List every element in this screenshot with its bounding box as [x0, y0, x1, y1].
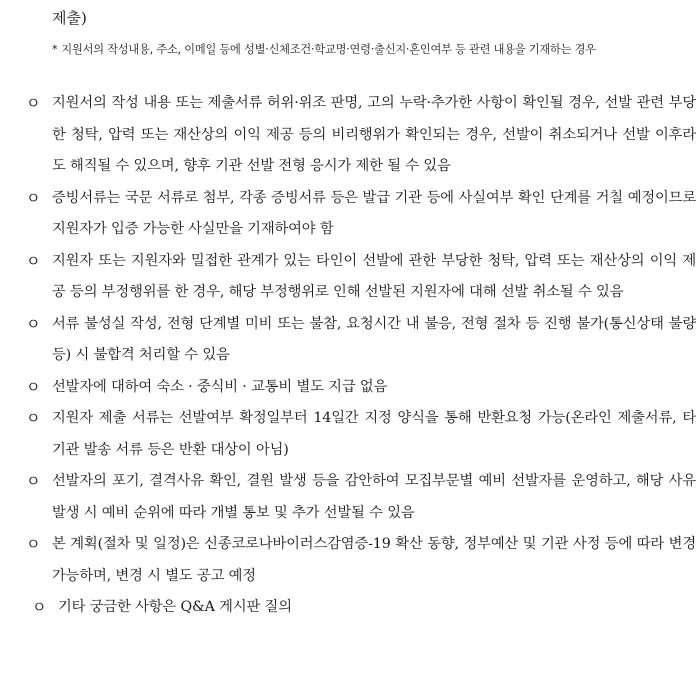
list-item	[0, 309, 696, 372]
bullet-circle-icon: ㅇ	[26, 314, 41, 333]
list-item	[0, 592, 700, 624]
list-item-text: 선발자에 대하여 숙소 · 중식비 · 교통비 별도 지급 없음	[52, 378, 388, 395]
bullet-circle-icon: ㅇ	[32, 598, 47, 616]
bullet-circle-icon: ㅇ	[26, 535, 41, 553]
list-item-text: 지원자 제출 서류는 선발여부 확정일부터 14일간 지정 양식을 통해 반환요청 가능(온라인 제출서류, 타 기관 발송 서류 등은 반환 대상이 아님)	[52, 410, 696, 458]
list-item-text: 지원자 또는 지원자와 밀접한 관계가 있는 타인이 선발에 관한 부당한 청탁, 압력 또는 재산상의 이익 제공 등의 부정행위를 한 경우, 해당 부정행위로 인해 선발된 지원자에 대해 선발 취소될 수 있음	[52, 252, 696, 300]
list-item-text: 서류 불성실 작성, 전형 단계별 미비 또는 불참, 요청시간 내 불응, 전형 절차 등 진행 불가(통신상태 불량 등) 시 불합격 처리할 수 있음	[52, 315, 696, 363]
bullet-circle-icon: ㅇ	[26, 377, 41, 396]
list-item-text: 증빙서류는 국문 서류로 첨부, 각종 증빙서류 등은 발급 기관 등에 사실여부 확인 단계를 거칠 예정이므로 지원자가 입증 가능한 사실만을 기재하여야 함	[52, 189, 696, 237]
bullet-circle-icon: ㅇ	[26, 472, 41, 490]
bullet-circle-icon: ㅇ	[26, 94, 41, 112]
list-item	[0, 466, 696, 529]
continuation-text: 제출)	[52, 9, 87, 27]
list-item-text: 기타 궁금한 사항은 Q&A 게시판 질의	[58, 599, 292, 615]
bullet-circle-icon: ㅇ	[26, 188, 41, 207]
list-item	[0, 403, 696, 466]
list-item	[0, 246, 696, 309]
notice-list	[0, 88, 700, 624]
footnote	[52, 38, 696, 62]
list-item	[0, 529, 696, 592]
list-item-text: 지원서의 작성 내용 또는 제출서류 허위·위조 판명, 고의 누락·추가한 사항이 확인될 경우, 선발 관련 부당한 청탁, 압력 또는 재산상의 이익 제공 등의 비리행위가 확인되는 경우, 선발이 취소되거나 선발 이후라도 해직될 수 있으며, 향후 기관 선발 전형 응시가 제한 될 수 있음	[52, 95, 696, 174]
footnote-text: 지원서의 작성내용, 주소, 이메일 등에 성별·신체조건·학교명·연령·출신지·혼인여부 등 관련 내용을 기재하는 경우	[61, 43, 596, 56]
bullet-circle-icon: ㅇ	[26, 409, 41, 427]
list-item	[0, 372, 696, 404]
list-item	[0, 88, 696, 183]
footnote-marker: *	[52, 43, 58, 56]
list-item-text: 본 계획(절차 및 일정)은 신종코로나바이러스감염증-19 확산 동향, 정부예산 및 기관 사정 등에 따라 변경 가능하며, 변경 시 별도 공고 예정	[52, 536, 696, 584]
list-item	[0, 183, 696, 246]
list-item-text: 선발자의 포기, 결격사유 확인, 결원 발생 등을 감안하여 모집부문별 예비 선발자를 운영하고, 해당 사유 발생 시 예비 순위에 따라 개별 통보 및 추가 선발될 수 있음	[52, 473, 696, 521]
bullet-circle-icon: ㅇ	[26, 251, 41, 270]
